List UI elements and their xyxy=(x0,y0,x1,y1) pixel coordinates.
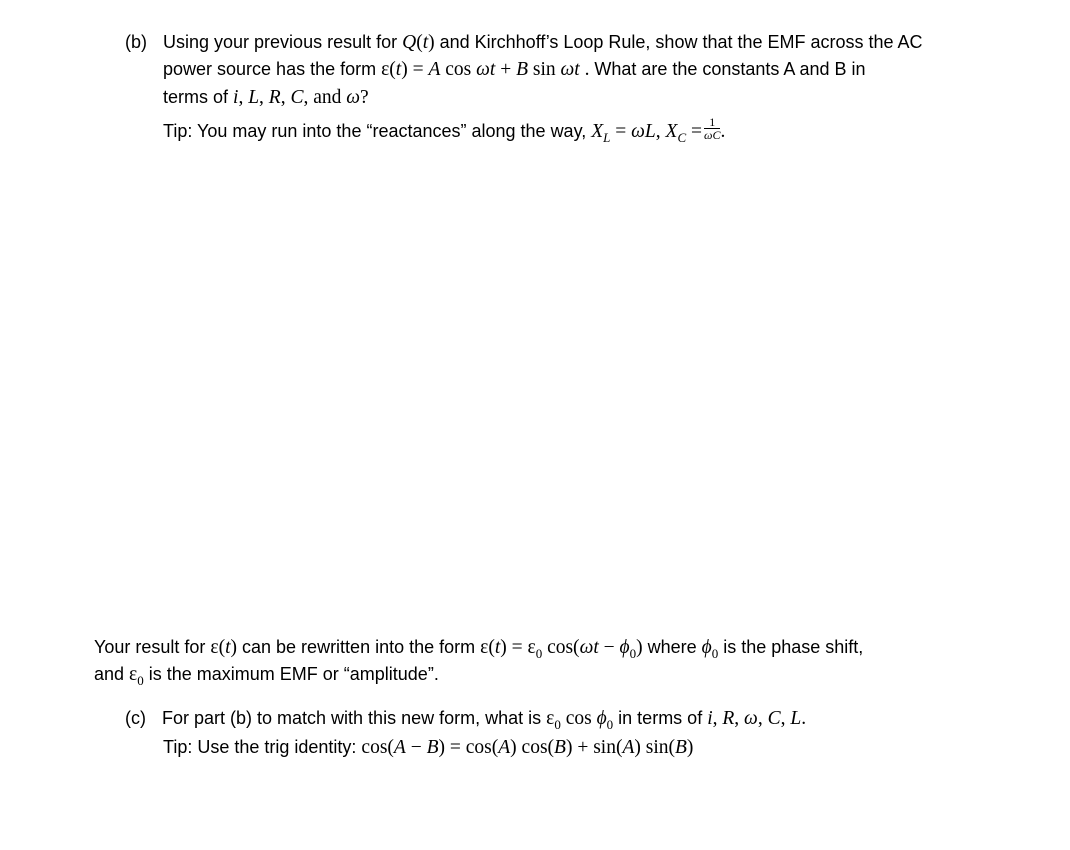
math-emf0-cos-phi0: ε xyxy=(546,708,555,729)
part-b-text: What are the constants A and B in xyxy=(594,59,866,79)
part-b-text: terms of xyxy=(163,87,234,107)
part-b-text: and Kirchhoff’s Loop Rule, show that the EMF across the AC xyxy=(434,32,923,52)
rewrite-text: is the maximum EMF or “amplitude”. xyxy=(143,664,439,684)
part-b-text: Using your previous result for xyxy=(163,32,403,52)
part-c-text: in terms of xyxy=(613,708,708,728)
math-emf0: ε xyxy=(129,664,138,685)
math-trig-identity: cos( xyxy=(361,737,394,758)
math-phi0: ϕ xyxy=(701,637,712,658)
rewrite-text: is the phase shift, xyxy=(718,637,864,657)
rewrite-line-1: Your result for ε(t) can be rewritten into the form $\varepsilon(t) = \varepsilon_0$ $\cos(\omega t - \phi_0)$ where $\phi_0$ is the phase shift, xyxy=(94,637,864,661)
rewrite-line-2: and $\varepsilon_0$ is the maximum EMF or “amplitude”. xyxy=(94,664,439,688)
part-b-label: (b) xyxy=(125,32,147,52)
part-c-line-1: (c) For part (b) to match with this new form, what is $\varepsilon_0$ $\cos \phi_0$ in terms of i, R, ω, C, L. xyxy=(125,708,807,732)
part-b-tip: Tip: You may run into the “reactances” along the way, $X_L = \omega L$, $X_C$ = $\frac{1}{\omega C}$ . xyxy=(163,115,726,145)
rewrite-text: can be rewritten into the form xyxy=(237,637,481,657)
math-variables: i xyxy=(233,87,239,108)
part-c-tip-text: Tip: Use the trig identity: xyxy=(163,737,362,757)
part-c-tip: Tip: Use the trig identity: cos(A − B) = cos(A) cos(B) + sin(A) sin(B) xyxy=(163,737,694,758)
part-b-text: power source has the form xyxy=(163,59,382,79)
part-c-text: For part (b) to match with this new form, what is xyxy=(162,708,547,728)
math-emf: ε( xyxy=(210,637,226,658)
math-emf-form: ε( xyxy=(381,59,396,80)
math-variables: i xyxy=(707,708,713,729)
part-b-line-3: terms of i, L, R, C, and ω? xyxy=(163,87,369,108)
part-b-line-2: power source has the form ε(t) = A cos ωt + B sin ωt . What are the constants A and B in xyxy=(163,59,866,80)
part-b-tip-text: Tip: You may run into the “reactances” along the way, xyxy=(163,121,592,141)
math-reactances: X xyxy=(591,121,604,142)
math-fraction: $\frac{1}{\omega C}$ xyxy=(704,115,721,143)
part-c-label: (c) xyxy=(125,708,146,728)
rewrite-text: where xyxy=(642,637,702,657)
rewrite-text: and xyxy=(94,664,130,684)
part-b-line-1: (b) Using your previous result for Q(t) and Kirchhoff’s Loop Rule, show that the EMF across the AC xyxy=(125,32,923,53)
rewrite-text: Your result for xyxy=(94,637,211,657)
math-Q-of-t: Q xyxy=(402,32,417,53)
math-emf-cos-form: ε( xyxy=(480,637,495,658)
